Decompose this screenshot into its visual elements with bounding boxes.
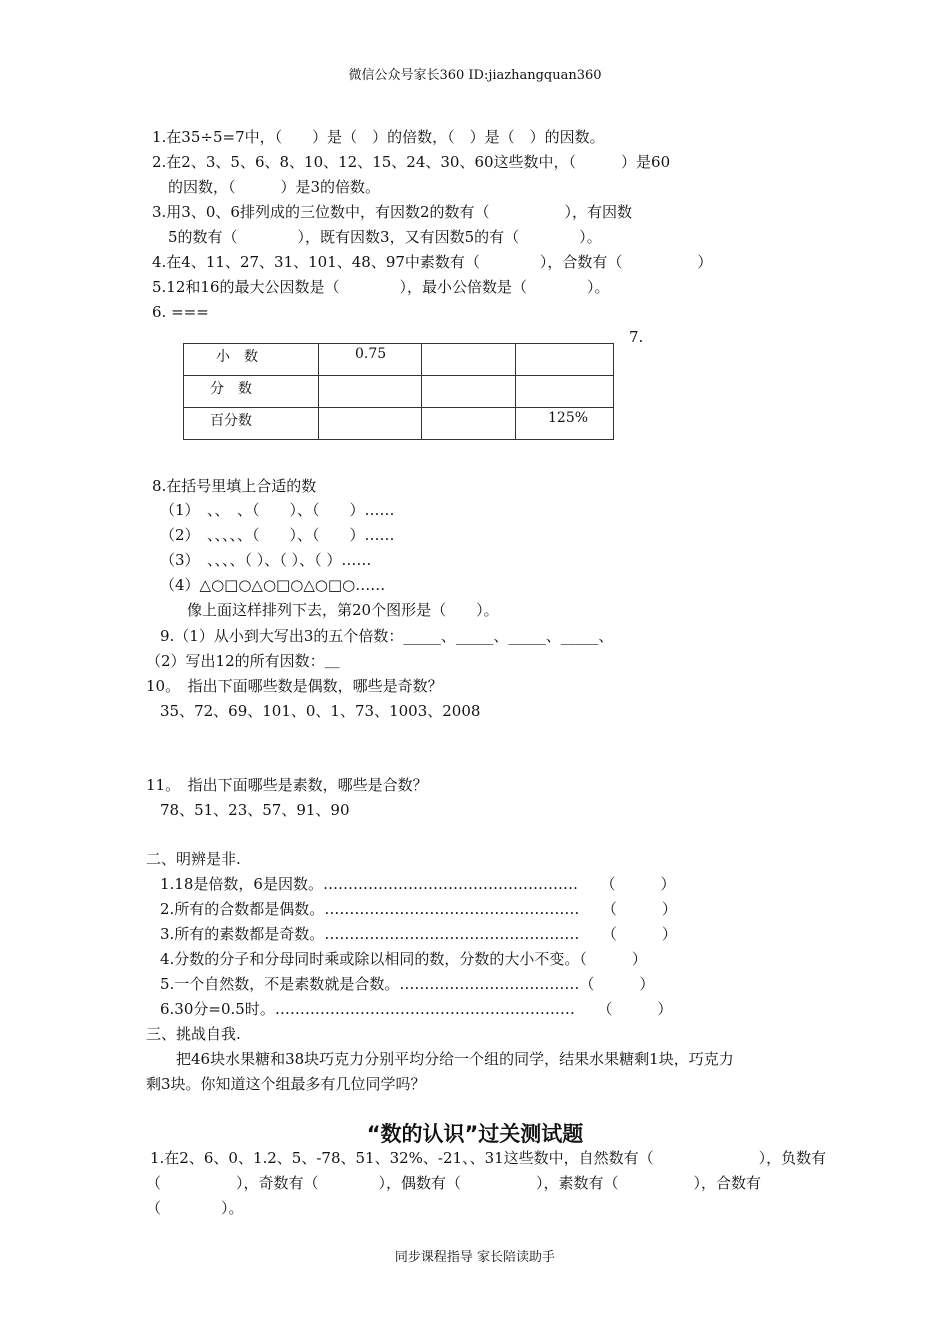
final-question-cont: （ ），奇数有（ ），偶数有（ ），素数有（ ），合数有 [146,1174,762,1192]
question-8-part-4: （4）△○□○△○□○△○□○…… [160,576,386,594]
judgement-item: 2.所有的合数都是偶数。…………………………………………… （ ） [160,900,677,918]
table-row [184,408,614,440]
page-header: 微信公众号家长360 ID:jiazhangquan360 [348,68,602,83]
judgement-item: 5.一个自然数，不是素数就是合数。………………………………（ ） [160,975,655,993]
question-9: 9.（1）从小到大写出3的五个倍数：_____、_____、_____、_____、 [160,627,614,645]
question-10-numbers: 35、72、69、101、0、1、73、1003、2008 [160,702,481,720]
table-cell [422,376,516,408]
table-cell: 分 数 [184,376,319,408]
judgement-item: 3.所有的素数都是奇数。…………………………………………… （ ） [160,925,677,943]
section-3-heading: 三、挑战自我. [146,1025,241,1043]
question-3-cont: 5的数有（ ），既有因数3，又有因数5的有（ ）。 [168,228,602,246]
section-3-text: 把46块水果糖和38块巧克力分别平均分给一个组的同学，结果水果糖剩1块，巧克力 [176,1050,734,1068]
question-8-part-4-ask: 像上面这样排列下去，第20个图形是（ ）。 [187,601,499,619]
question-11-numbers: 78、51、23、57、91、90 [160,801,350,819]
question-7: 7. [629,328,644,346]
final-question: 1.在2、6、0、1.2、5、-78、51、32%、-21、、31这些数中，自然数有（ ），负数有 [150,1149,827,1167]
section-3-text-cont: 剩3块。你知道这个组最多有几位同学吗？ [146,1075,426,1093]
question-5: 5.12和16的最大公因数是（ ），最小公倍数是（ ）。 [152,278,610,296]
table-cell [319,376,422,408]
table-cell [319,408,422,440]
judgement-item: 1.18是倍数，6是因数。…………………………………………… （ ） [160,875,676,893]
conversion-table [183,343,614,440]
section-2-heading: 二、明辨是非. [146,850,241,868]
question-10: 10。 指出下面哪些数是偶数，哪些是奇数？ [146,677,443,695]
page-footer: 同步课程指导 家长陪读助手 [394,1250,556,1265]
question-8: 8.在括号里填上合适的数 [152,477,317,495]
table-cell [422,408,516,440]
test-title: “数的认识”过关测试题 [366,1122,584,1146]
table-row [184,344,614,376]
table-cell [516,376,614,408]
question-4: 4.在4、11、27、31、101、48、97中素数有（ ），合数有（ ） [152,253,713,271]
final-question-end: （ ）。 [146,1199,244,1217]
question-2-cont: 的因数，（ ）是3的倍数。 [168,178,381,196]
table-cell: 百分数 [184,408,319,440]
table-cell [516,344,614,376]
table-row [184,376,614,408]
question-8-part-2: （2） 、、、、、（ ）、（ ）…… [160,526,395,544]
table-cell: 125% [516,408,614,440]
table-cell: 0.75 [319,344,422,376]
question-6: 6. === [152,303,209,321]
question-8-part-1: （1） 、、 、（ ）、（ ）…… [160,501,395,519]
question-1: 1.在35÷5=7中，（ ）是（ ）的倍数，（ ）是（ ）的因数。 [152,128,605,146]
question-8-part-3: （3） 、、、、（ ）、（ ）、（ ）…… [160,551,372,569]
question-9-part-2: （2）写出12的所有因数：＿ [146,652,340,670]
question-3: 3.用3、0、6排列成的三位数中，有因数2的数有（ ），有因数 [152,203,632,221]
judgement-item: 6.30分=0.5时。…………………………………………………… （ ） [160,1000,673,1018]
question-11: 11。 指出下面哪些是素数，哪些是合数？ [146,776,428,794]
table-cell [422,344,516,376]
judgement-item: 4.分数的分子和分母同时乘或除以相同的数，分数的大小不变。（ ） [160,950,647,968]
table-cell: 小 数 [184,344,319,376]
question-2: 2.在2、3、5、6、8、10、12、15、24、30、60这些数中，（ ）是60 [152,153,671,171]
